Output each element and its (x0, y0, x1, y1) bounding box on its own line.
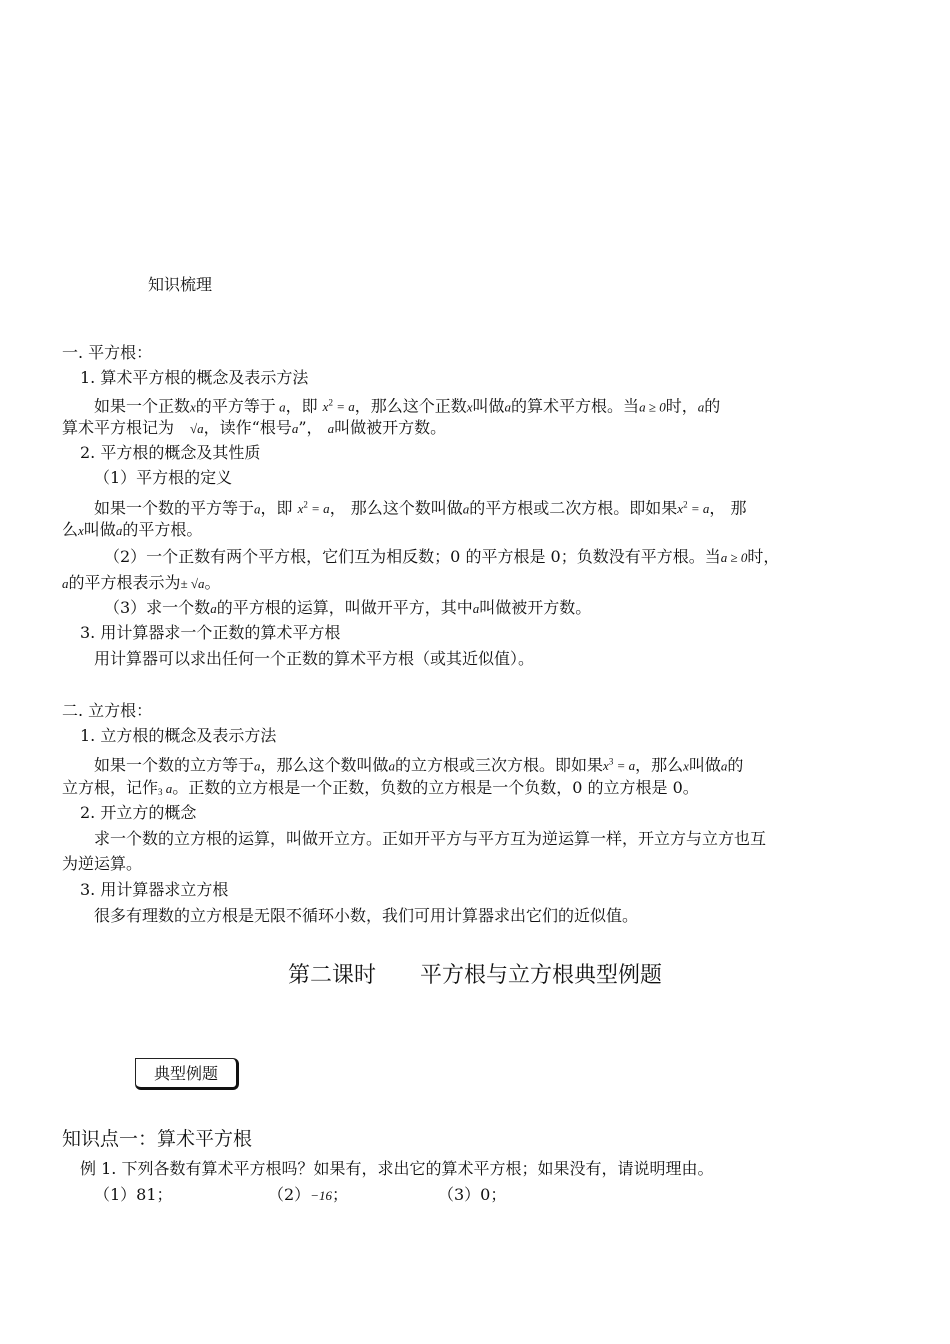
example1-question: 例 1. 下列各数有算术平方根吗？如果有，求出它的算术平方根；如果没有，请说明理由。 (80, 1159, 714, 1178)
example1-item2: （2）−16； (268, 1185, 348, 1204)
top-heading: 知识梳理 (148, 275, 213, 294)
section1-sub2-1: （1）平方根的定义 (94, 468, 233, 487)
section1-para3: 如果一个数的平方等于a，即 $x^2 = a$， 那么这个数叫做a的平方根或二次方根。即如果$x^2 = a$， 那 (94, 498, 747, 518)
example1-item3: （3）0； (438, 1185, 507, 1204)
section2-sub3: 3. 用计算器求立方根 (80, 880, 229, 899)
section1-para7: （3）求一个数a的平方根的运算，叫做开平方，其中a叫做被开方数。 (104, 598, 592, 617)
section1-para1: 如果一个正数x的平方等于 a，即 $x^2 = a$，那么这个正数x叫做a的算术平方根。当a ≥ 0时，a的 (94, 396, 721, 416)
section1-para5: （2）一个正数有两个平方根，它们互为相反数；0 的平方根是 0；负数没有平方根。当a ≥ 0时， (104, 547, 780, 566)
section2-title: 二. 立方根： (62, 701, 153, 720)
section2-para1: 如果一个数的立方等于a，那么这个数叫做a的立方根或三次方根。即如果$x^3 = a$，那么x叫做a的 (94, 755, 744, 775)
section1-para8: 用计算器可以求出任何一个正数的算术平方根（或其近似值）。 (94, 649, 535, 668)
section2-sub1: 1. 立方根的概念及表示方法 (80, 726, 277, 745)
example1-item1: （1）81； (94, 1185, 173, 1204)
section1-sub3: 3. 用计算器求一个正数的算术平方根 (80, 623, 341, 642)
section1-para5-cont: a的平方根表示为± √a。 (62, 573, 221, 592)
section2-sub2: 2. 开立方的概念 (80, 803, 197, 822)
knowledge-point-heading: 知识点一：算术平方根 (62, 1128, 253, 1150)
section1-title: 一. 平方根： (62, 343, 153, 362)
examples-badge: 典型例题 (135, 1058, 239, 1090)
section1-para3-cont: 么x叫做a的平方根。 (62, 520, 203, 539)
section2-para1-cont: 立方根，记作3 a。正数的立方根是一个正数，负数的立方根是一个负数，0 的立方根是 0。 (62, 778, 699, 797)
section2-para3: 求一个数的立方根的运算，叫做开立方。正如开平方与平方互为逆运算一样，开立方与立方也互 (94, 829, 767, 848)
section1-sub1: 1. 算术平方根的概念及表示方法 (80, 368, 309, 387)
section1-para1-cont: 算术平方根记为 √a，读作“根号a”， a叫做被开方数。 (62, 418, 447, 437)
section2-para5: 很多有理数的立方根是无限不循环小数，我们可用计算器求出它们的近似值。 (94, 906, 639, 925)
lesson-title: 第二课时 平方根与立方根典型例题 (287, 963, 662, 988)
section1-sub2: 2. 平方根的概念及其性质 (80, 443, 261, 462)
section2-para3-cont: 为逆运算。 (62, 854, 143, 873)
